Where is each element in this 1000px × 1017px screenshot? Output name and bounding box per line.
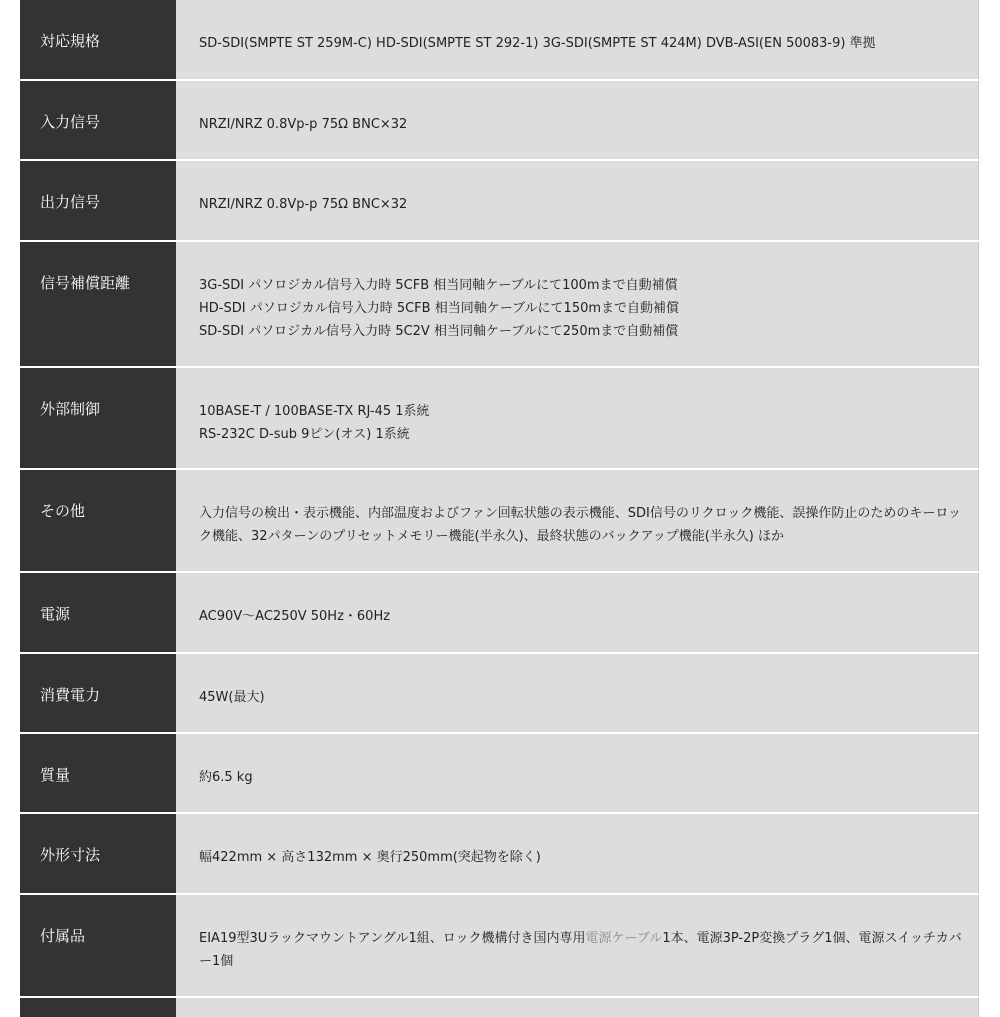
spec-value-output-signal: [176, 160, 978, 241]
spec-value-standard: [176, 0, 978, 80]
spec-row-power-supply: [20, 572, 978, 653]
spec-label-weight: 質量: [20, 733, 176, 813]
spec-value-power-consumption: [176, 653, 978, 733]
spec-value-line: HD-SDI パソロジカル信号入力時 5CFB 相当同軸ケーブルにて150mまで自動補償: [199, 301, 680, 316]
spec-value-line: SD-SDI パソロジカル信号入力時 5C2V 相当同軸ケーブルにて250mまで自動補償: [199, 324, 679, 339]
spec-table: [20, 0, 979, 1017]
spec-value-line: RS-232C D-sub 9ピン(オス) 1系統: [199, 427, 410, 442]
spec-label-compensation-distance: 信号補償距離: [20, 241, 176, 367]
spec-value-text: EIA19型3Uラックマウントアングル1組、ロック機構付き国内専用電源ケーブル1本、電源3P-2P変換プラグ1個、電源スイッチカバー1個: [199, 931, 962, 969]
spec-value-line: 約6.5 kg: [199, 770, 253, 785]
spec-label-standard: 対応規格: [20, 0, 176, 80]
spec-row-power-consumption: [20, 653, 978, 733]
spec-row-partial: [20, 997, 978, 1017]
spec-value-line: NRZI/NRZ 0.8Vp-p 75Ω BNC×32: [199, 197, 408, 212]
spec-value-other: [176, 469, 978, 572]
spec-label-other: その他: [20, 469, 176, 572]
spec-label-accessories: 付属品: [20, 894, 176, 997]
spec-value-accessories: [176, 894, 978, 997]
power-cable-link[interactable]: 電源ケーブル: [585, 931, 663, 946]
spec-row-output-signal: [20, 160, 978, 241]
spec-value-line: NRZI/NRZ 0.8Vp-p 75Ω BNC×32: [199, 117, 408, 132]
spec-value-external-control: [176, 367, 978, 469]
spec-label-output-signal: 出力信号: [20, 160, 176, 241]
spec-value-line: AC90V〜AC250V 50Hz・60Hz: [199, 609, 391, 624]
spec-value-input-signal: [176, 80, 978, 160]
spec-label-dimensions: 外形寸法: [20, 813, 176, 894]
spec-value-line: SD-SDI(SMPTE ST 259M-C) HD-SDI(SMPTE ST 292-1) 3G-SDI(SMPTE ST 424M) DVB-ASI(EN 50083-9) 準拠: [199, 36, 876, 51]
spec-label-external-control: 外部制御: [20, 367, 176, 469]
spec-row-weight: [20, 733, 978, 813]
spec-value-partial: [176, 997, 978, 1017]
spec-value-line: 3G-SDI パソロジカル信号入力時 5CFB 相当同軸ケーブルにて100mまで自動補償: [199, 278, 678, 293]
spec-label-partial: [20, 997, 176, 1017]
spec-row-dimensions: [20, 813, 978, 894]
spec-value-weight: [176, 733, 978, 813]
spec-row-accessories: [20, 894, 978, 997]
spec-row-other: [20, 469, 978, 572]
spec-value-dimensions: [176, 813, 978, 894]
spec-value-power-supply: [176, 572, 978, 653]
spec-row-compensation-distance: [20, 241, 978, 367]
spec-label-power-supply: 電源: [20, 572, 176, 653]
spec-row-external-control: [20, 367, 978, 469]
spec-label-power-consumption: 消費電力: [20, 653, 176, 733]
spec-value-line: 10BASE-T / 100BASE-TX RJ-45 1系統: [199, 404, 430, 419]
spec-value-line: 幅422mm × 高さ132mm × 奥行250mm(突起物を除く): [199, 850, 541, 865]
spec-value-text: 入力信号の検出・表示機能、内部温度およびファン回転状態の表示機能、SDI信号のリクロック機能、誤操作防止のためのキーロック機能、32パターンのプリセットメモリー機能(半永久)、最終状態のバックアップ機能(半永久) ほか: [199, 506, 962, 544]
spec-value-line: 45W(最大): [199, 690, 265, 705]
spec-value-compensation-distance: [176, 241, 978, 367]
spec-row-input-signal: [20, 80, 978, 160]
spec-row-standard: [20, 0, 978, 80]
spec-label-input-signal: 入力信号: [20, 80, 176, 160]
